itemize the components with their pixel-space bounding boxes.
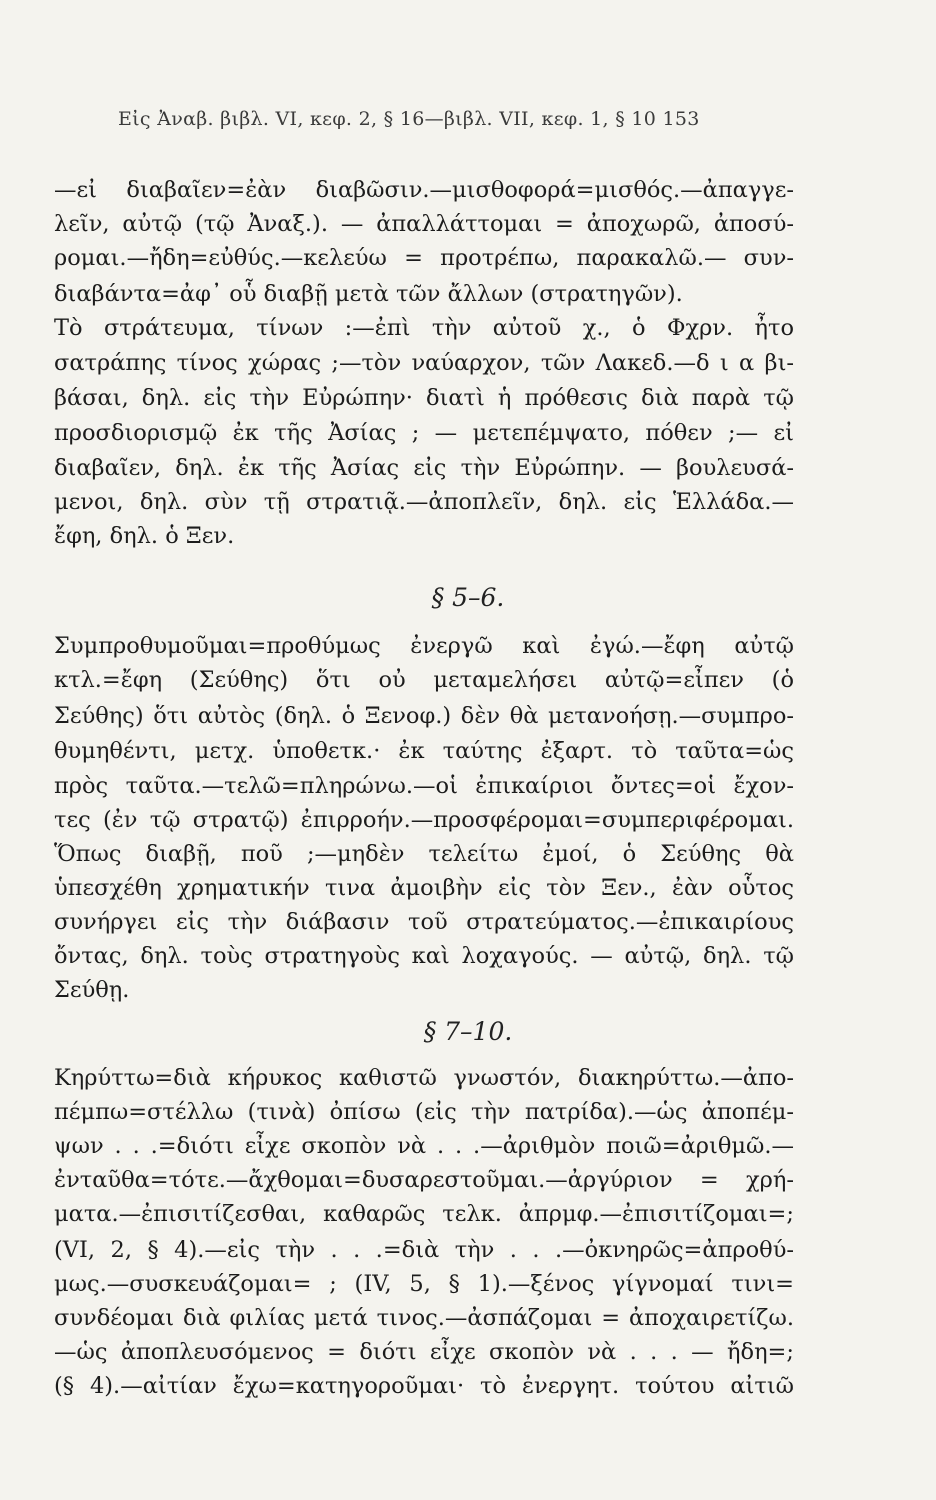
text-line: ἐνταῦθα=τότε.—ἄχθομαι=δυσαρεστοῦμαι.—ἀργύριον = χρή- bbox=[54, 1167, 794, 1193]
text-line: θυμηθέντι, μετχ. ὑποθετκ.· ἐκ ταύτης ἐξαρτ. τὸ ταῦτα=ὡς bbox=[54, 738, 794, 764]
text-line: συνδέομαι διὰ φιλίας μετά τινος.—ἀσπάζομαι = ἀποχαιρετίζω. bbox=[54, 1305, 794, 1331]
text-line: ἔφη, δηλ. ὁ Ξεν. bbox=[54, 523, 235, 549]
text-line: ρομαι.—ἤδη=εὐθύς.—κελεύω = προτρέπω, παρακαλῶ.— συν- bbox=[54, 245, 794, 271]
text-line: ὑπεσχέθη χρηματικήν τινα ἀμοιβὴν εἰς τὸν Ξεν., ἐὰν οὗτος bbox=[54, 875, 794, 901]
text-line: σατράπης τίνος χώρας ;—τὸν ναύαρχον, τῶν Λακεδ.—δ ι α βι- bbox=[54, 350, 794, 376]
text-line: ματα.—ἐπισιτίζεσθαι, καθαρῶς τελκ. ἀπρμφ.—ἐπισιτίζομαι=; bbox=[54, 1201, 794, 1227]
text-line: ψων . . .=διότι εἶχε σκοπὸν νὰ . . .—ἀριθμὸν ποιῶ=ἀριθμῶ.— bbox=[54, 1133, 794, 1159]
text-line: λεῖν, αὐτῷ (τῷ Ἀναξ.). — ἀπαλλάττομαι = ἀποχωρῶ, ἀποσύ- bbox=[54, 211, 794, 237]
text-line: κτλ.=ἔφη (Σεύθης) ὅτι οὐ μεταμελήσει αὐτῷ=εἶπεν (ὁ bbox=[54, 667, 794, 693]
text-line: Σεύθῃ. bbox=[54, 977, 130, 1003]
text-line: Σεύθης) ὅτι αὐτὸς (δηλ. ὁ Ξενοφ.) δὲν θὰ μετανοήσῃ.—συμπρο- bbox=[54, 703, 794, 729]
text-line: —ὡς ἀποπλευσόμενος = διότι εἶχε σκοπὸν νὰ . . . — ἤδη=; bbox=[54, 1339, 794, 1365]
text-line: Τὸ στράτευμα, τίνων :—ἐπὶ τὴν αὐτοῦ χ., ὁ Φχρν. ἦτο bbox=[54, 315, 794, 341]
text-line: Συμπροθυμοῦμαι=προθύμως ἐνεργῶ καὶ ἐγώ.—ἔφη αὐτῷ bbox=[54, 633, 794, 659]
text-line: (§ 4).—αἰτίαν ἔχω=κατηγοροῦμαι· τὸ ἐνεργητ. τούτου αἰτιῶ bbox=[54, 1373, 794, 1399]
section-heading: § 5–6. bbox=[431, 583, 505, 612]
text-line: διαβάντα=ἀφ᾽ οὗ διαβῇ μετὰ τῶν ἄλλων (στρατηγῶν). bbox=[54, 281, 683, 307]
text-line: μως.—συσκευάζομαι= ; (IV, 5, § 1).—ξένος γίγνομαί τινι= bbox=[54, 1271, 794, 1297]
text-line: συνήργει εἰς τὴν διάβασιν τοῦ στρατεύματος.—ἐπικαιρίους bbox=[54, 909, 794, 935]
text-line: ὄντας, δηλ. τοὺς στρατηγοὺς καὶ λοχαγούς. — αὐτῷ, δηλ. τῷ bbox=[54, 943, 794, 969]
text-line: πρὸς ταῦτα.—τελῶ=πληρώνω.—οἱ ἐπικαίριοι ὄντες=οἱ ἔχον- bbox=[54, 773, 794, 799]
text-line: πέμπω=στέλλω (τινὰ) ὀπίσω (εἰς τὴν πατρίδα).—ὡς ἀποπέμ- bbox=[54, 1099, 794, 1125]
text-line: —εἰ διαβαῖεν=ἐὰν διαβῶσιν.—μισθοφορά=μισθός.—ἀπαγγε- bbox=[54, 177, 794, 203]
text-line: Ὅπως διαβῇ, ποῦ ;—μηδὲν τελείτω ἐμοί, ὁ Σεύθης θὰ bbox=[54, 841, 794, 867]
text-line: τες (ἐν τῷ στρατῷ) ἐπιρροήν.—προσφέρομαι=συμπεριφέρομαι. bbox=[54, 807, 794, 833]
section-heading: § 7–10. bbox=[423, 1017, 513, 1046]
text-line: (VI, 2, § 4).—εἰς τὴν . . .=διὰ τὴν . . .—ὀκνηρῶς=ἀπροθύ- bbox=[54, 1237, 794, 1263]
text-line: διαβαῖεν, δηλ. ἐκ τῆς Ἀσίας εἰς τὴν Εὐρώπην. — βουλευσά- bbox=[54, 455, 794, 481]
text-line: βάσαι, δηλ. εἰς τὴν Εὐρώπην· διατὶ ἡ πρόθεσις διὰ παρὰ τῷ bbox=[54, 385, 794, 411]
text-line: Κηρύττω=διὰ κήρυκος καθιστῶ γνωστόν, διακηρύττω.—ἀπο- bbox=[54, 1065, 794, 1091]
running-header: Εἰς Ἀναβ. βιβλ. VI, κεφ. 2, § 16—βιβλ. VII, κεφ. 1, § 10 153 bbox=[118, 108, 700, 130]
text-line: μενοι, δηλ. σὺν τῇ στρατιᾷ.—ἀποπλεῖν, δηλ. εἰς Ἑλλάδα.— bbox=[54, 489, 794, 515]
text-line: προσδιορισμῷ ἐκ τῆς Ἀσίας ; — μετεπέμψατο, πόθεν ;— εἰ bbox=[54, 420, 794, 446]
